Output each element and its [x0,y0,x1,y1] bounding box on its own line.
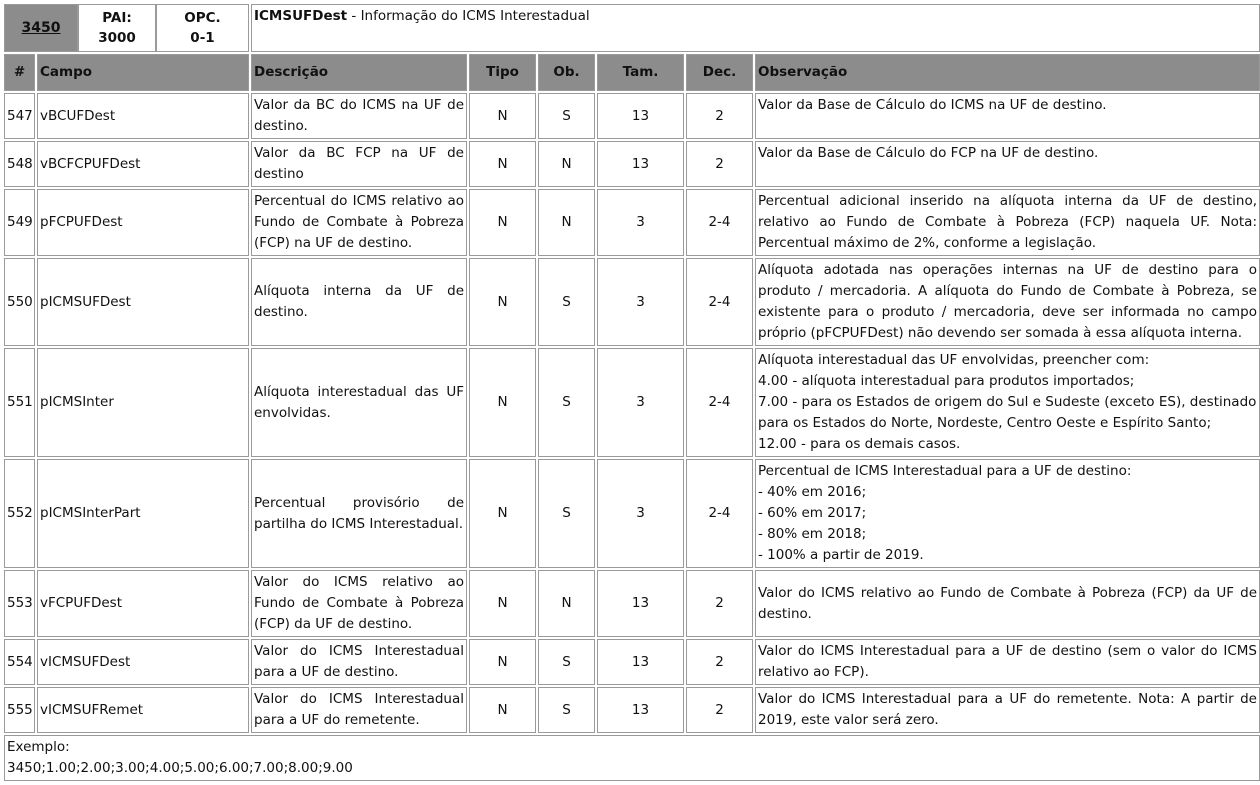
field-decimals: 2 [686,639,753,685]
field-required: S [538,258,595,346]
parent-info [78,4,156,52]
field-required: N [538,141,595,187]
field-size: 13 [597,141,684,187]
field-required: S [538,348,595,457]
example-block [4,735,1260,781]
col-header-ob: Ob. [538,54,595,91]
field-type: N [469,348,536,457]
row-number: 555 [4,687,35,733]
field-description: Alíquota interna da UF de destino. [251,258,467,346]
group-description: - Informação do ICMS Interestadual [347,8,590,24]
field-observation: Percentual de ICMS Interestadual para a UF de destino: - 40% em 2016; - 60% em 2017; - 80% em 2018; - 100% a partir de 2019. [755,459,1260,568]
field-size: 3 [597,189,684,256]
col-header-observacao: Observação [755,54,1260,91]
example-row [4,735,1260,781]
column-header-row [4,54,1260,91]
field-name: vBCUFDest [37,93,249,139]
table-row [4,570,1260,637]
field-required: S [538,459,595,568]
field-description: Alíquota interestadual das UF envolvidas. [251,348,467,457]
col-header-descricao: Descrição [251,54,467,91]
field-name: vICMSUFDest [37,639,249,685]
col-header-tam: Tam. [597,54,684,91]
group-header-row [4,4,1260,52]
field-name: vBCFCPUFDest [37,141,249,187]
field-name: pICMSInter [37,348,249,457]
field-decimals: 2 [686,570,753,637]
field-required: N [538,570,595,637]
table-row [4,639,1260,685]
field-size: 13 [597,93,684,139]
field-description: Valor do ICMS Interestadual para a UF do remetente. [251,687,467,733]
table-row [4,459,1260,568]
field-description: Valor da BC FCP na UF de destino [251,141,467,187]
field-description: Valor da BC do ICMS na UF de destino. [251,93,467,139]
row-number: 548 [4,141,35,187]
table-row [4,348,1260,457]
field-decimals: 2-4 [686,258,753,346]
example-value: 3450;1.00;2.00;3.00;4.00;5.00;6.00;7.00;8.00;9.00 [7,760,353,776]
field-type: N [469,141,536,187]
field-observation: Valor da Base de Cálculo do ICMS na UF de destino. [755,93,1260,139]
row-number: 551 [4,348,35,457]
group-name: ICMSUFDest [254,8,348,24]
field-observation: Percentual adicional inserido na alíquota interna da UF de destino, relativo ao Fundo de Combate à Pobreza (FCP) naquela UF. Nota: Percentual máximo de 2%, conforme a legislação. [755,189,1260,256]
field-size: 13 [597,639,684,685]
field-observation: Alíquota interestadual das UF envolvidas, preencher com: 4.00 - alíquota interestadual para produtos importados; 7.00 - para os Estados de origem do Sul e Sudeste (exceto ES), destinado para os Estados do Norte, Nordeste, Centro Oeste e Espírito Santo; 12.00 - para os demais casos. [755,348,1260,457]
field-description: Percentual provisório de partilha do ICMS Interestadual. [251,459,467,568]
field-required: N [538,189,595,256]
table-row [4,189,1260,256]
field-decimals: 2 [686,93,753,139]
occurrence-value: 0-1 [190,30,215,46]
row-number: 552 [4,459,35,568]
table-row [4,687,1260,733]
field-decimals: 2 [686,141,753,187]
field-observation: Valor do ICMS relativo ao Fundo de Combate à Pobreza (FCP) da UF de destino. [755,570,1260,637]
row-number: 553 [4,570,35,637]
field-name: vFCPUFDest [37,570,249,637]
group-title [251,4,1260,52]
field-name: pICMSInterPart [37,459,249,568]
field-size: 13 [597,687,684,733]
row-number: 554 [4,639,35,685]
field-type: N [469,189,536,256]
table-row [4,93,1260,139]
field-decimals: 2-4 [686,189,753,256]
row-number: 549 [4,189,35,256]
field-name: vICMSUFRemet [37,687,249,733]
occurrence-label: OPC. [184,10,221,26]
col-header-tipo: Tipo [469,54,536,91]
field-type: N [469,570,536,637]
field-required: S [538,687,595,733]
field-type: N [469,93,536,139]
group-code[interactable]: 3450 [4,4,78,52]
col-header-dec: Dec. [686,54,753,91]
field-size: 3 [597,348,684,457]
field-type: N [469,459,536,568]
row-number: 547 [4,93,35,139]
field-observation: Valor do ICMS Interestadual para a UF de destino (sem o valor do ICMS relativo ao FCP). [755,639,1260,685]
field-size: 13 [597,570,684,637]
occurrence-info [156,4,249,52]
field-decimals: 2-4 [686,348,753,457]
field-type: N [469,687,536,733]
col-header-campo: Campo [37,54,249,91]
field-description: Valor do ICMS Interestadual para a UF de destino. [251,639,467,685]
field-observation: Valor do ICMS Interestadual para a UF do remetente. Nota: A partir de 2019, este valor será zero. [755,687,1260,733]
field-name: pFCPUFDest [37,189,249,256]
field-spec-table [2,2,1260,783]
field-observation: Valor da Base de Cálculo do FCP na UF de destino. [755,141,1260,187]
row-number: 550 [4,258,35,346]
example-label: Exemplo: [7,739,70,755]
field-size: 3 [597,258,684,346]
field-size: 3 [597,459,684,568]
field-observation: Alíquota adotada nas operações internas na UF de destino para o produto / mercadoria. A alíquota do Fundo de Combate à Pobreza, se existente para o produto / mercadoria, deve ser informada no campo próprio (pFCPUFDest) não devendo ser somada à essa alíquota interna. [755,258,1260,346]
field-decimals: 2 [686,687,753,733]
field-type: N [469,639,536,685]
parent-value: 3000 [98,30,136,46]
field-name: pICMSUFDest [37,258,249,346]
field-decimals: 2-4 [686,459,753,568]
col-header-number: # [4,54,35,91]
table-row [4,141,1260,187]
field-description: Valor do ICMS relativo ao Fundo de Combate à Pobreza (FCP) da UF de destino. [251,570,467,637]
table-row [4,258,1260,346]
parent-label: PAI: [102,10,132,26]
field-required: S [538,639,595,685]
field-required: S [538,93,595,139]
field-type: N [469,258,536,346]
field-description: Percentual do ICMS relativo ao Fundo de Combate à Pobreza (FCP) na UF de destino. [251,189,467,256]
